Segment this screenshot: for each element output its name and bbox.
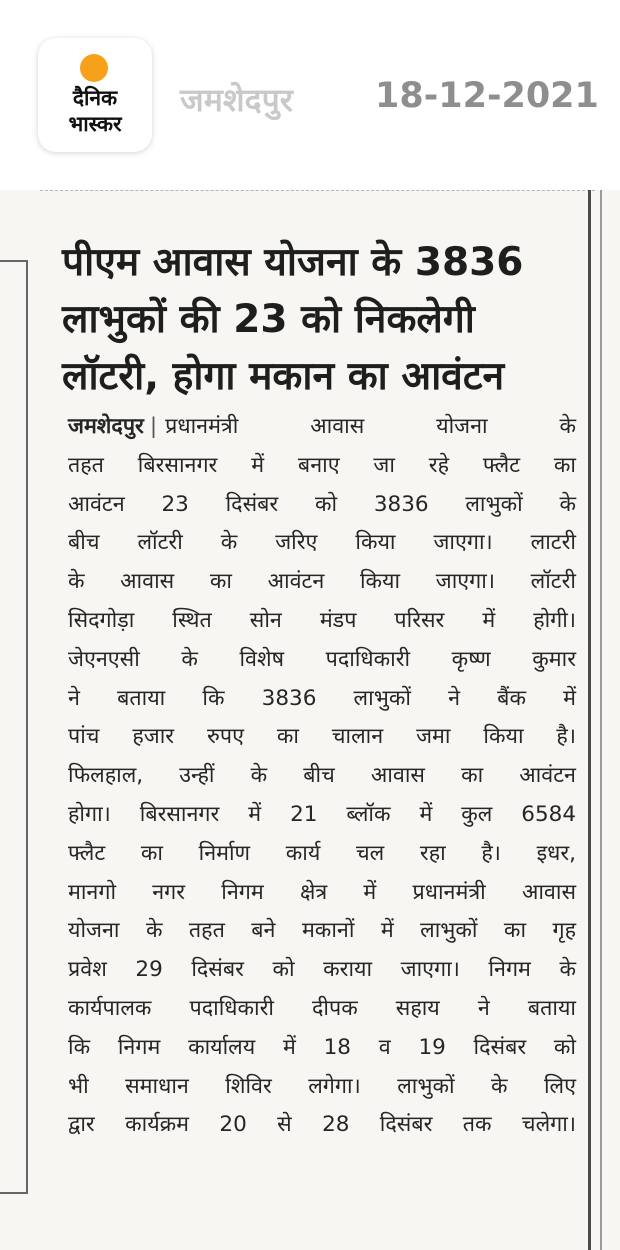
logo-text-line2: भास्कर — [68, 112, 122, 136]
newspaper-clipping — [0, 190, 620, 1250]
body-line: पांच हजार रुपए का चालान जमा किया है। — [68, 724, 576, 750]
logo-text-line1: दैनिक — [72, 86, 118, 110]
body-first-line: प्रधानमंत्री आवास योजना के — [165, 414, 576, 439]
body-line: भी समाधान शिविर लगेगा। लाभुकों के लिए — [68, 1073, 576, 1099]
dateline-separator: | — [149, 414, 158, 439]
body-line: सिदगोड़ा स्थित सोन मंडप परिसर में होगी। — [68, 607, 576, 633]
top-divider — [40, 190, 595, 191]
headline-line: लाभुकों की 23 को निकलेगी — [62, 297, 475, 342]
sun-icon — [80, 54, 108, 82]
body-line: योजना के तहत बने मकानों में लाभुकों का गृह — [68, 918, 576, 944]
edition-city: जमशेदपुर — [180, 81, 293, 119]
body-line: जेएनएसी के विशेष पदाधिकारी कृष्ण कुमार — [68, 646, 576, 672]
app-header — [0, 0, 620, 190]
body-line: फ्लैट का निर्माण कार्य चल रहा है। इधर, — [68, 840, 576, 866]
adjacent-column-border — [0, 260, 28, 1194]
body-line: प्रवेश 29 दिसंबर को कराया जाएगा। निगम के — [68, 957, 576, 983]
article-body — [68, 408, 576, 1145]
body-line: कार्यपालक पदाधिकारी दीपक सहाय ने बताया — [68, 995, 576, 1021]
body-line: फिलहाल, उन्हीं के बीच आवास का आवंटन — [68, 763, 576, 789]
body-line: होगा। बिरसानगर में 21 ब्लॉक में कुल 6584 — [68, 801, 576, 827]
body-line: आवंटन 23 दिसंबर को 3836 लाभुकों के — [68, 491, 576, 517]
column-divider-secondary — [600, 190, 602, 1250]
edition-date: 18-12-2021 — [375, 76, 599, 116]
headline-line: लॉटरी, होगा मकान का आवंटन — [62, 354, 505, 399]
body-line: कि निगम कार्यालय में 18 व 19 दिसंबर को — [68, 1034, 576, 1060]
body-line — [68, 408, 576, 447]
body-line: तहत बिरसानगर में बनाए जा रहे फ्लैट का — [68, 452, 576, 478]
column-divider — [588, 190, 591, 1250]
body-line: द्वार कार्यक्रम 20 से 28 दिसंबर तक चलेगा। — [68, 1112, 576, 1138]
dainik-bhaskar-logo[interactable] — [38, 38, 152, 152]
headline-line: पीएम आवास योजना के 3836 — [62, 240, 524, 285]
body-line: के आवास का आवंटन किया जाएगा। लॉटरी — [68, 569, 576, 595]
body-line: मानगो नगर निगम क्षेत्र में प्रधानमंत्री आवास — [68, 879, 576, 905]
article-headline — [62, 234, 582, 405]
body-line: बीच लॉटरी के जरिए किया जाएगा। लाटरी — [68, 530, 576, 556]
dateline: जमशेदपुर — [68, 414, 144, 439]
body-line: ने बताया कि 3836 लाभुकों ने बैंक में — [68, 685, 576, 711]
